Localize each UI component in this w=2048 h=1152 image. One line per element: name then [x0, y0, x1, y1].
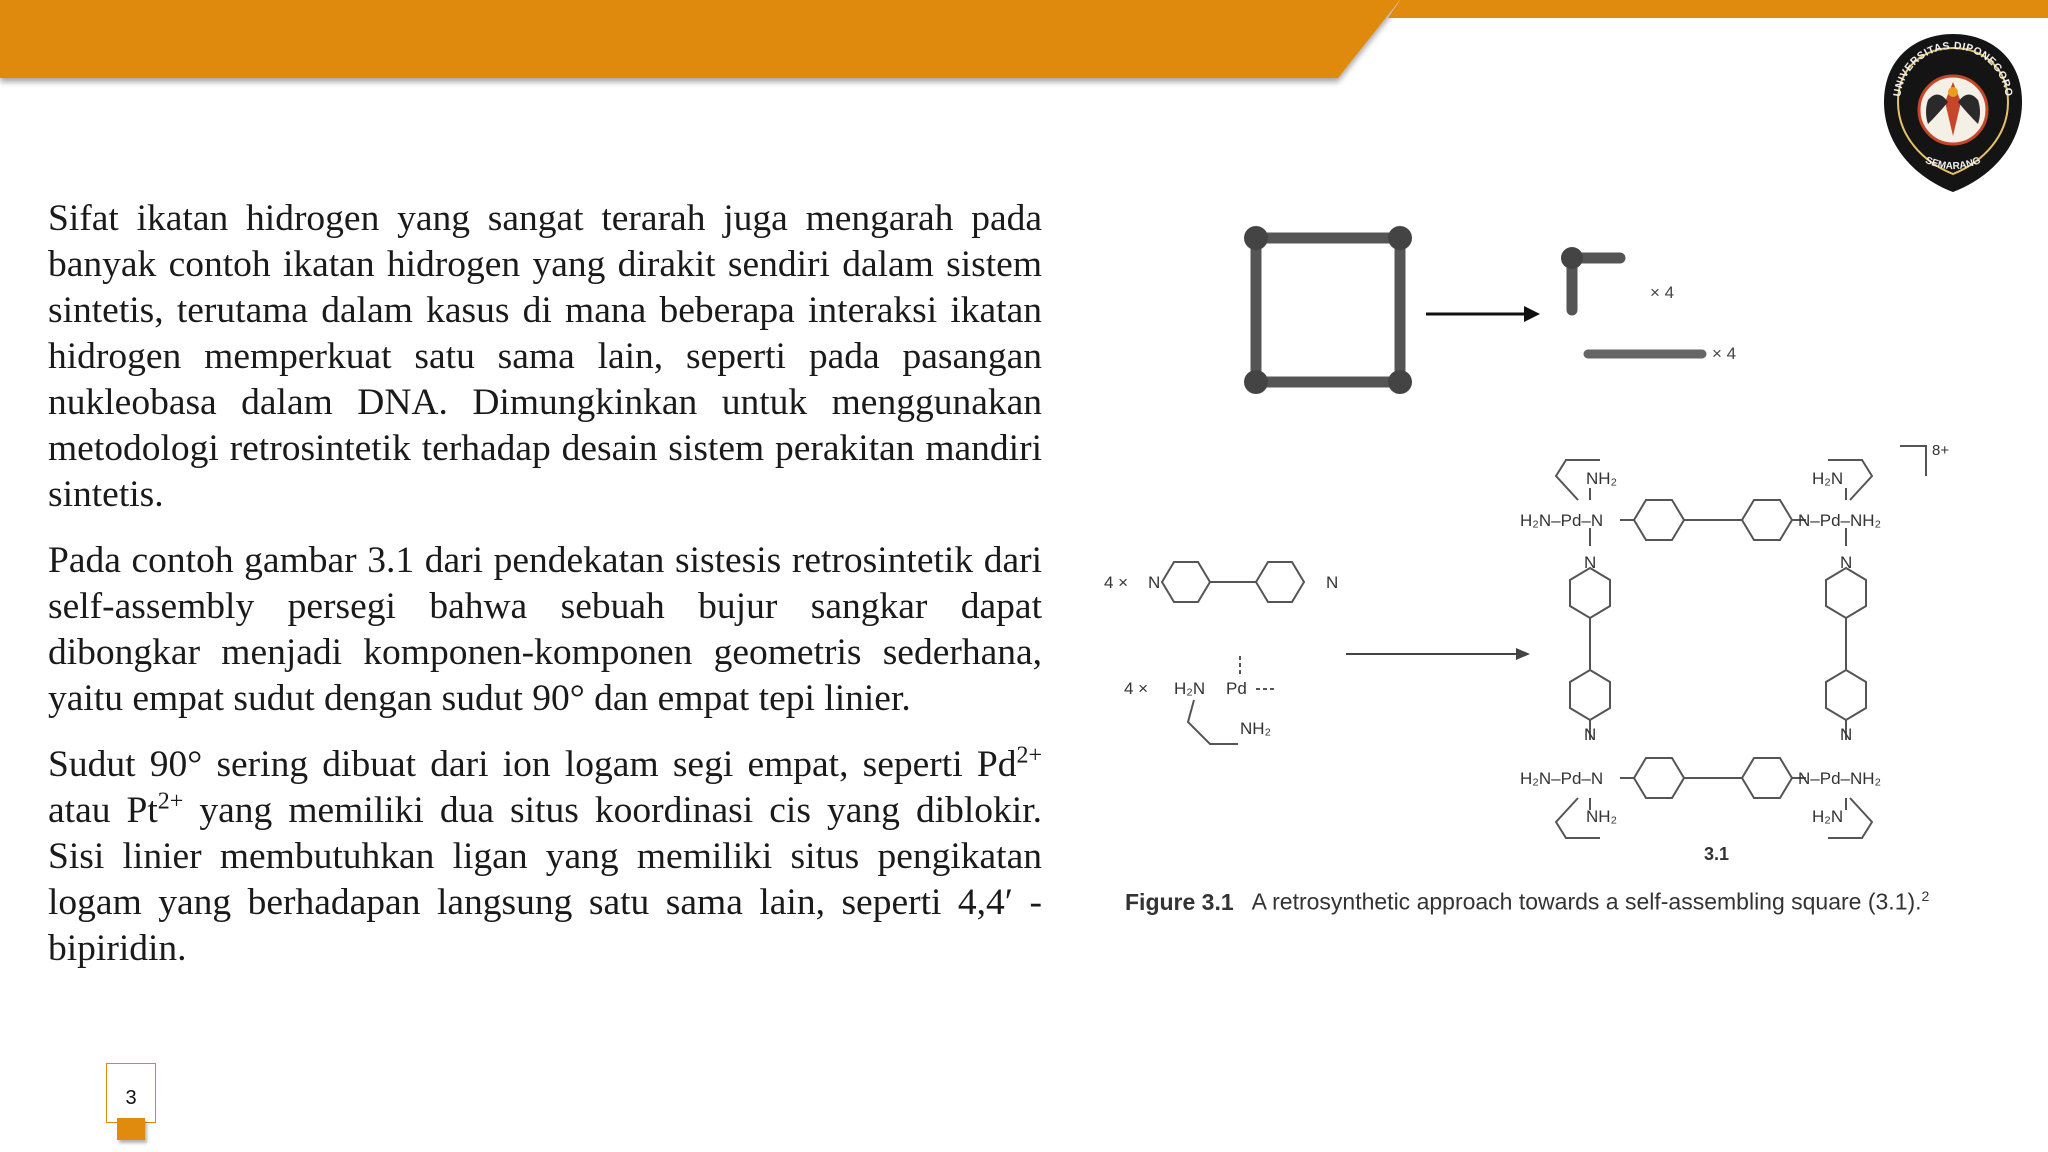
svg-text:NH₂: NH₂: [1240, 719, 1272, 738]
svg-text:NH₂: NH₂: [1586, 807, 1618, 826]
svg-text:N: N: [1584, 725, 1597, 744]
reaction-arrow: [1346, 648, 1530, 660]
caption-ref: 2: [1921, 888, 1930, 904]
retro-arrow-top: [1426, 306, 1540, 322]
reagent-bipyridine: [1104, 562, 1338, 602]
caption-label: Figure 3.1: [1125, 888, 1234, 915]
svg-text:H₂N–Pd–N: H₂N–Pd–N: [1520, 511, 1604, 530]
edge-multiplier: × 4: [1712, 344, 1737, 363]
logo-bottom-text: SEMARANG: [1923, 155, 1983, 173]
paragraph-2: Pada contoh gambar 3.1 dari pendekatan sistesis retrosintetik dari self-assembly persegi bahwa sebuah bujur sangkar dapat dibongkar menjadi komponen-komponen geometris sederhana, yaitu empat sudut dengan sudut 90° dan empat tepi linier.: [48, 540, 1042, 719]
figure-caption: [1125, 888, 1929, 916]
svg-text:H₂N: H₂N: [1812, 807, 1844, 826]
svg-text:4 ×: 4 ×: [1124, 679, 1149, 698]
svg-text:N: N: [1148, 573, 1161, 592]
schematic-square: [1244, 226, 1412, 394]
svg-text:N: N: [1840, 725, 1853, 744]
compound-label: 3.1: [1704, 844, 1730, 864]
svg-text:H₂N: H₂N: [1174, 679, 1206, 698]
svg-text:H₂N: H₂N: [1812, 469, 1844, 488]
svg-text:N–Pd–NH₂: N–Pd–NH₂: [1798, 769, 1882, 788]
paragraph-1: Sifat ikatan hidrogen yang sangat terarah juga mengarah pada banyak contoh ikatan hidrogen yang dirakit sendiri dalam sistem sintetis, terutama dalam kasus di mana beberapa interaksi ikatan hidrogen memperkuat satu sama lain, seperti pada pasangan nukleobasa dalam DNA. Dimungkinkan untuk menggunakan metodologi retrosintetik terhadap desain sistem perakitan mandiri sintetis.: [48, 198, 1042, 515]
figure-3-1: [1090, 200, 2048, 960]
svg-text:8+: 8+: [1932, 442, 1950, 459]
svg-text:NH₂: NH₂: [1586, 469, 1618, 488]
svg-text:N: N: [1840, 553, 1853, 572]
svg-text:4 ×: 4 ×: [1104, 573, 1129, 592]
corner-multiplier: × 4: [1650, 283, 1675, 302]
caption-text: A retrosynthetic approach towards a self-assembling square (3.1).: [1251, 888, 1922, 915]
reagent-pd-en: [1124, 656, 1274, 744]
top-banner: [0, 0, 2048, 90]
body-text: [48, 196, 1042, 992]
university-logo: [1878, 28, 2028, 198]
svg-text:N–Pd–NH₂: N–Pd–NH₂: [1798, 511, 1882, 530]
corner-piece: [1561, 247, 1620, 310]
page-number: 3: [106, 1063, 156, 1123]
svg-text:H₂N–Pd–N: H₂N–Pd–N: [1520, 769, 1604, 788]
banner-band: [0, 0, 1400, 78]
logo-top-text: UNIVERSITAS DIPONEGORO: [1891, 39, 2015, 98]
page-number-tab: [117, 1118, 145, 1140]
banner-thin-stripe: [1388, 0, 2048, 18]
svg-text:N: N: [1326, 573, 1339, 592]
product-labels: [1520, 442, 1949, 864]
paragraph-3: Sudut 90° sering dibuat dari ion logam segi empat, seperti $Pd^{2+}$ atau $Pt^{2+}$ yang memiliki dua situs koordinasi cis yang diblokir. Sisi linier membutuhkan ligan yang memiliki situs pengikatan logam yang berhadapan langsung satu sama lain, seperti 4,4′ -bipiridin.: [48, 742, 1042, 969]
svg-text:Pd: Pd: [1226, 679, 1247, 698]
svg-text:N: N: [1584, 553, 1597, 572]
